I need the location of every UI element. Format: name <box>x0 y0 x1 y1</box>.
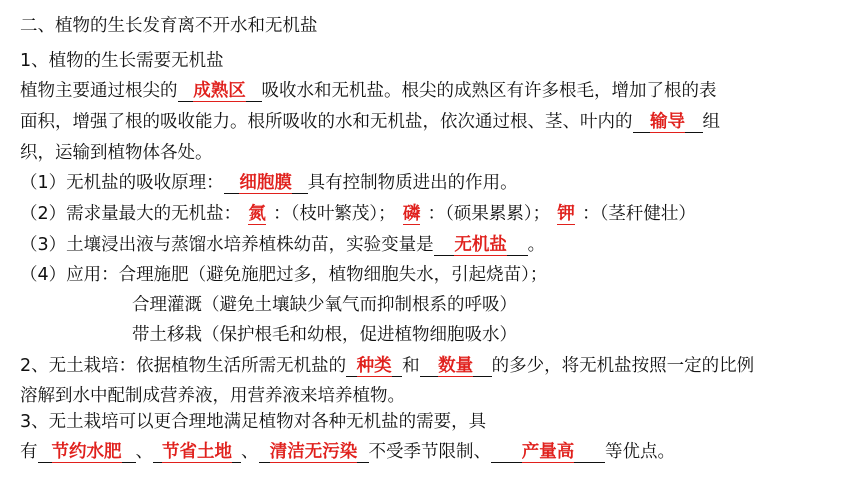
point1-para-line2 <box>20 110 720 134</box>
text: 2、无土栽培：依据植物生活所需无机盐的 <box>20 356 347 376</box>
text: （2）需求量最大的无机盐： <box>20 204 242 224</box>
answer-text: 磷 <box>402 204 421 224</box>
point1-item4-line1: （4）应用：合理施肥（避免施肥过多，植物细胞失水，引起烧苗）； <box>20 265 548 285</box>
point1-item3 <box>20 233 545 257</box>
point1-item2 <box>20 202 696 226</box>
answer-text: 产量高 <box>521 442 575 462</box>
point3-line2 <box>20 440 675 464</box>
text: 植物主要通过根尖的 <box>20 81 178 101</box>
answer-blank <box>420 356 492 377</box>
text: 。 <box>527 235 546 255</box>
text: 组 <box>702 112 720 132</box>
answer-blank <box>38 442 136 463</box>
point1-para-line1 <box>20 79 717 103</box>
answer-text: 清洁无污染 <box>269 442 358 462</box>
answer-blank <box>550 204 582 224</box>
answer-text: 氮 <box>248 204 266 224</box>
text: ：（茎秆健壮） <box>582 204 696 224</box>
text: 吸收水和无机盐。根尖的成熟区有许多根毛，增加了根的表 <box>261 81 717 101</box>
text: 的多少，将无机盐按照一定的比例 <box>491 356 755 376</box>
section-title: 二、植物的生长发育离不开水和无机盐 <box>20 16 318 36</box>
text: （3）土壤浸出液与蒸馏水培养植株幼苗，实验变量是 <box>20 235 434 255</box>
text: 、 <box>135 442 153 462</box>
text: 面积，增强了根的吸收能力。根所吸收的水和无机盐，依次通过根、茎、叶内的 <box>20 112 633 132</box>
text: 不受季节限制、 <box>368 442 491 462</box>
answer-text: 种类 <box>356 356 392 376</box>
point1-item4-line3: 带土移栽（保护根毛和幼根，促进植物细胞吸水） <box>132 325 517 345</box>
text: 和 <box>402 356 420 376</box>
answer-text: 节省土地 <box>162 442 232 462</box>
answer-blank <box>153 442 241 463</box>
text: ：（枝叶繁茂）； <box>273 204 396 224</box>
point1-item4-line2: 合理灌溉（避免土壤缺少氧气而抑制根系的呼吸） <box>132 295 517 315</box>
answer-blank <box>434 235 528 256</box>
answer-blank <box>259 442 369 463</box>
answer-blank <box>346 356 402 377</box>
answer-blank <box>241 204 273 224</box>
point1-title: 1、植物的生长需要无机盐 <box>20 51 224 71</box>
text: 、 <box>241 442 259 462</box>
answer-blank <box>491 442 605 463</box>
point1-para-line3: 织，运输到植物体各处。 <box>20 143 213 163</box>
answer-text: 无机盐 <box>454 235 507 255</box>
answer-text: 输导 <box>650 112 685 132</box>
answer-text: 成熟区 <box>193 81 246 101</box>
answer-text: 细胞膜 <box>239 173 292 193</box>
text: 有 <box>20 442 38 462</box>
answer-blank <box>224 173 308 194</box>
answer-text: 钾 <box>557 204 575 224</box>
answer-blank <box>633 112 703 133</box>
answer-blank <box>396 204 428 224</box>
answer-blank <box>178 81 262 102</box>
point1-item1 <box>20 171 518 195</box>
text: （1）无机盐的吸收原理： <box>20 173 224 193</box>
answer-text: 节约水肥 <box>51 442 122 462</box>
text: ：（硕果累累）； <box>427 204 551 224</box>
text: 具有控制物质进出的作用。 <box>307 173 518 193</box>
point3-line1: 3、无土栽培可以更合理地满足植物对各种无机盐的需要，具 <box>20 412 487 432</box>
answer-text: 数量 <box>438 356 474 376</box>
point2-line1 <box>20 354 754 378</box>
point2-line2: 溶解到水中配制成营养液，用营养液来培养植物。 <box>20 386 405 406</box>
text: 等优点。 <box>605 442 675 462</box>
